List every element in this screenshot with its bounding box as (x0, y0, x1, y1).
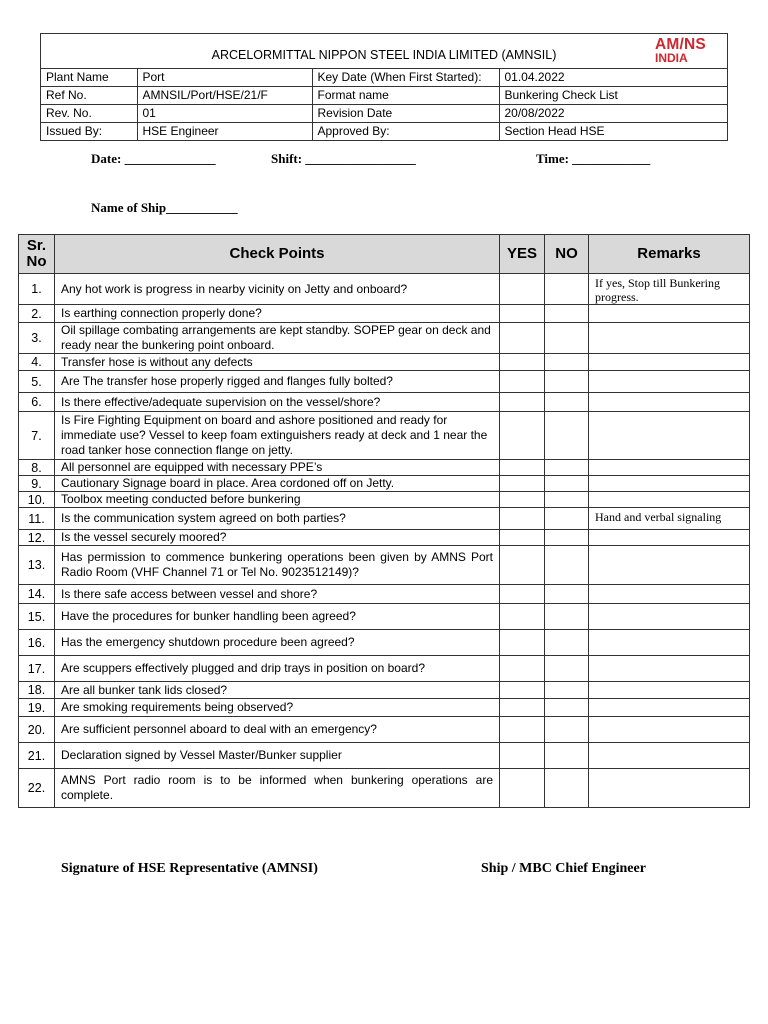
header-label: Rev. No. (41, 105, 137, 123)
yes-cell[interactable] (500, 546, 545, 585)
row-number: 6. (19, 393, 55, 412)
remarks-cell[interactable] (589, 630, 750, 656)
remarks-cell[interactable] (589, 604, 750, 630)
chief-engineer-signature-label: Ship / MBC Chief Engineer (481, 861, 646, 876)
remarks-cell[interactable] (589, 699, 750, 717)
row-number: 10. (19, 492, 55, 508)
no-cell[interactable] (545, 656, 589, 682)
logo-text-top: AM/NS (655, 36, 706, 53)
yes-cell[interactable] (500, 371, 545, 393)
header-label: Key Date (When First Started): (312, 69, 499, 87)
no-cell[interactable] (545, 460, 589, 476)
table-row (19, 630, 750, 656)
col-header-checkpoints: Check Points (55, 235, 500, 274)
table-row (19, 717, 750, 743)
check-points-table (18, 234, 750, 808)
header-label: Plant Name (41, 69, 137, 87)
check-point-text: Are scuppers effectively plugged and drip trays in position on board? (55, 656, 500, 682)
table-row (19, 604, 750, 630)
table-row (19, 476, 750, 492)
row-number: 8. (19, 460, 55, 476)
remarks-cell[interactable] (589, 530, 750, 546)
table-row (19, 769, 750, 808)
header-label: Format name (312, 87, 499, 105)
check-point-text: Is Fire Fighting Equipment on board and ashore positioned and ready for immediate use? Vessel to keep foam extinguishers ready at deck and 1 near the road tanker hose connection flange on jetty. (55, 412, 500, 460)
yes-cell[interactable] (500, 585, 545, 604)
table-header-row (19, 235, 750, 274)
header-label: Issued By: (41, 123, 137, 141)
check-point-text: Oil spillage combating arrangements are kept standby. SOPEP gear on deck and ready near the bunkering point onboard. (55, 323, 500, 354)
no-cell[interactable] (545, 371, 589, 393)
col-header-remarks: Remarks (589, 235, 750, 274)
remarks-cell[interactable] (589, 682, 750, 699)
table-row (19, 274, 750, 305)
no-cell[interactable] (545, 476, 589, 492)
remarks-cell[interactable] (589, 354, 750, 371)
no-cell[interactable] (545, 630, 589, 656)
yes-cell[interactable] (500, 492, 545, 508)
table-row (19, 743, 750, 769)
row-number: 7. (19, 412, 55, 460)
table-row (19, 530, 750, 546)
company-logo (655, 37, 721, 64)
check-point-text: Are sufficient personnel aboard to deal with an emergency? (55, 717, 500, 743)
check-point-text: Has the emergency shutdown procedure been agreed? (55, 630, 500, 656)
no-cell[interactable] (545, 354, 589, 371)
check-point-text: AMNS Port radio room is to be informed when bunkering operations are complete. (55, 769, 500, 808)
table-row (19, 305, 750, 323)
check-point-text: Any hot work is progress in nearby vicinity on Jetty and onboard? (55, 274, 500, 305)
row-number: 12. (19, 530, 55, 546)
table-row (19, 393, 750, 412)
remarks-cell[interactable]: Hand and verbal signaling (589, 508, 750, 530)
header-value: HSE Engineer (137, 123, 312, 141)
no-cell[interactable] (545, 585, 589, 604)
remarks-cell[interactable] (589, 717, 750, 743)
remarks-cell[interactable] (589, 323, 750, 354)
remarks-cell[interactable] (589, 769, 750, 808)
yes-cell[interactable] (500, 604, 545, 630)
no-cell[interactable] (545, 546, 589, 585)
header-title-row (41, 34, 727, 69)
yes-cell[interactable] (500, 682, 545, 699)
remarks-cell[interactable] (589, 656, 750, 682)
check-point-text: Is the communication system agreed on both parties? (55, 508, 500, 530)
check-point-text: Cautionary Signage board in place. Area cordoned off on Jetty. (55, 476, 500, 492)
check-point-text: Is there effective/adequate supervision on the vessel/shore? (55, 393, 500, 412)
table-row (19, 460, 750, 476)
no-cell[interactable] (545, 508, 589, 530)
check-point-text: Are all bunker tank lids closed? (55, 682, 500, 699)
header-value: 01.04.2022 (499, 69, 727, 87)
row-number: 13. (19, 546, 55, 585)
check-point-text: Toolbox meeting conducted before bunkering (55, 492, 500, 508)
remarks-cell[interactable] (589, 546, 750, 585)
check-point-text: Are The transfer hose properly rigged and flanges fully bolted? (55, 371, 500, 393)
col-header-no: NO (545, 235, 589, 274)
yes-cell[interactable] (500, 743, 545, 769)
no-cell[interactable] (545, 699, 589, 717)
row-number: 20. (19, 717, 55, 743)
check-point-text: Has permission to commence bunkering operations been given by AMNS Port Radio Room (VHF Channel 71 or Tel No. 9023512149)? (55, 546, 500, 585)
yes-cell[interactable] (500, 274, 545, 305)
yes-cell[interactable] (500, 717, 545, 743)
header-info-table (41, 69, 727, 140)
no-cell[interactable] (545, 305, 589, 323)
header-value: AMNSIL/Port/HSE/21/F (137, 87, 312, 105)
row-number: 19. (19, 699, 55, 717)
yes-cell[interactable] (500, 412, 545, 460)
table-row (19, 508, 750, 530)
remarks-cell[interactable] (589, 460, 750, 476)
header-row (41, 69, 727, 87)
header-label: Approved By: (312, 123, 499, 141)
no-cell[interactable] (545, 393, 589, 412)
no-cell[interactable] (545, 274, 589, 305)
row-number: 16. (19, 630, 55, 656)
header-row (41, 105, 727, 123)
yes-cell[interactable] (500, 323, 545, 354)
yes-cell[interactable] (500, 656, 545, 682)
check-point-text: Have the procedures for bunker handling been agreed? (55, 604, 500, 630)
hse-signature-label: Signature of HSE Representative (AMNSI) (61, 861, 318, 876)
yes-cell[interactable] (500, 460, 545, 476)
remarks-cell[interactable] (589, 371, 750, 393)
company-name: ARCELORMITTAL NIPPON STEEL INDIA LIMITED (AMNSIL) (211, 48, 557, 62)
remarks-cell[interactable] (589, 393, 750, 412)
yes-cell[interactable] (500, 305, 545, 323)
header-row (41, 123, 727, 141)
no-cell[interactable] (545, 412, 589, 460)
remarks-cell[interactable] (589, 476, 750, 492)
header-value: Section Head HSE (499, 123, 727, 141)
table-row (19, 492, 750, 508)
row-number: 17. (19, 656, 55, 682)
document-header (40, 33, 728, 141)
yes-cell[interactable] (500, 476, 545, 492)
header-label: Revision Date (312, 105, 499, 123)
row-number: 5. (19, 371, 55, 393)
logo-text-bottom: INDIA (655, 50, 688, 65)
row-number: 15. (19, 604, 55, 630)
check-point-text: Declaration signed by Vessel Master/Bunker supplier (55, 743, 500, 769)
row-number: 21. (19, 743, 55, 769)
yes-cell[interactable] (500, 354, 545, 371)
shift-field[interactable]: Shift: _________________ (271, 151, 416, 166)
row-number: 1. (19, 274, 55, 305)
header-value: Port (137, 69, 312, 87)
table-row (19, 371, 750, 393)
remarks-cell[interactable]: If yes, Stop till Bunkering progress. (589, 274, 750, 305)
ship-name-field[interactable]: Name of Ship___________ (91, 200, 238, 215)
row-number: 22. (19, 769, 55, 808)
table-row (19, 412, 750, 460)
yes-cell[interactable] (500, 393, 545, 412)
remarks-cell[interactable] (589, 305, 750, 323)
no-cell[interactable] (545, 769, 589, 808)
check-point-text: Transfer hose is without any defects (55, 354, 500, 371)
row-number: 14. (19, 585, 55, 604)
table-row (19, 585, 750, 604)
header-label: Ref No. (41, 87, 137, 105)
check-point-text: Are smoking requirements being observed? (55, 699, 500, 717)
remarks-cell[interactable] (589, 743, 750, 769)
time-field[interactable]: Time: ____________ (536, 151, 651, 166)
table-row (19, 546, 750, 585)
row-number: 9. (19, 476, 55, 492)
header-value: Bunkering Check List (499, 87, 727, 105)
yes-cell[interactable] (500, 530, 545, 546)
header-row (41, 87, 727, 105)
no-cell[interactable] (545, 604, 589, 630)
yes-cell[interactable] (500, 699, 545, 717)
date-field[interactable]: Date: ______________ (91, 151, 216, 166)
check-point-text: Is the vessel securely moored? (55, 530, 500, 546)
row-number: 18. (19, 682, 55, 699)
row-number: 2. (19, 305, 55, 323)
no-cell[interactable] (545, 743, 589, 769)
no-cell[interactable] (545, 682, 589, 699)
col-header-srno: Sr. No (19, 235, 55, 274)
check-point-text: Is there safe access between vessel and shore? (55, 585, 500, 604)
table-row (19, 699, 750, 717)
yes-cell[interactable] (500, 630, 545, 656)
no-cell[interactable] (545, 717, 589, 743)
no-cell[interactable] (545, 530, 589, 546)
col-header-yes: YES (500, 235, 545, 274)
remarks-cell[interactable] (589, 412, 750, 460)
header-value: 01 (137, 105, 312, 123)
table-row (19, 656, 750, 682)
table-row (19, 682, 750, 699)
table-row (19, 323, 750, 354)
row-number: 11. (19, 508, 55, 530)
check-point-text: All personnel are equipped with necessary PPE’s (55, 460, 500, 476)
check-point-text: Is earthing connection properly done? (55, 305, 500, 323)
header-value: 20/08/2022 (499, 105, 727, 123)
yes-cell[interactable] (500, 769, 545, 808)
no-cell[interactable] (545, 492, 589, 508)
table-row (19, 354, 750, 371)
row-number: 3. (19, 323, 55, 354)
row-number: 4. (19, 354, 55, 371)
remarks-cell[interactable] (589, 585, 750, 604)
no-cell[interactable] (545, 323, 589, 354)
yes-cell[interactable] (500, 508, 545, 530)
remarks-cell[interactable] (589, 492, 750, 508)
